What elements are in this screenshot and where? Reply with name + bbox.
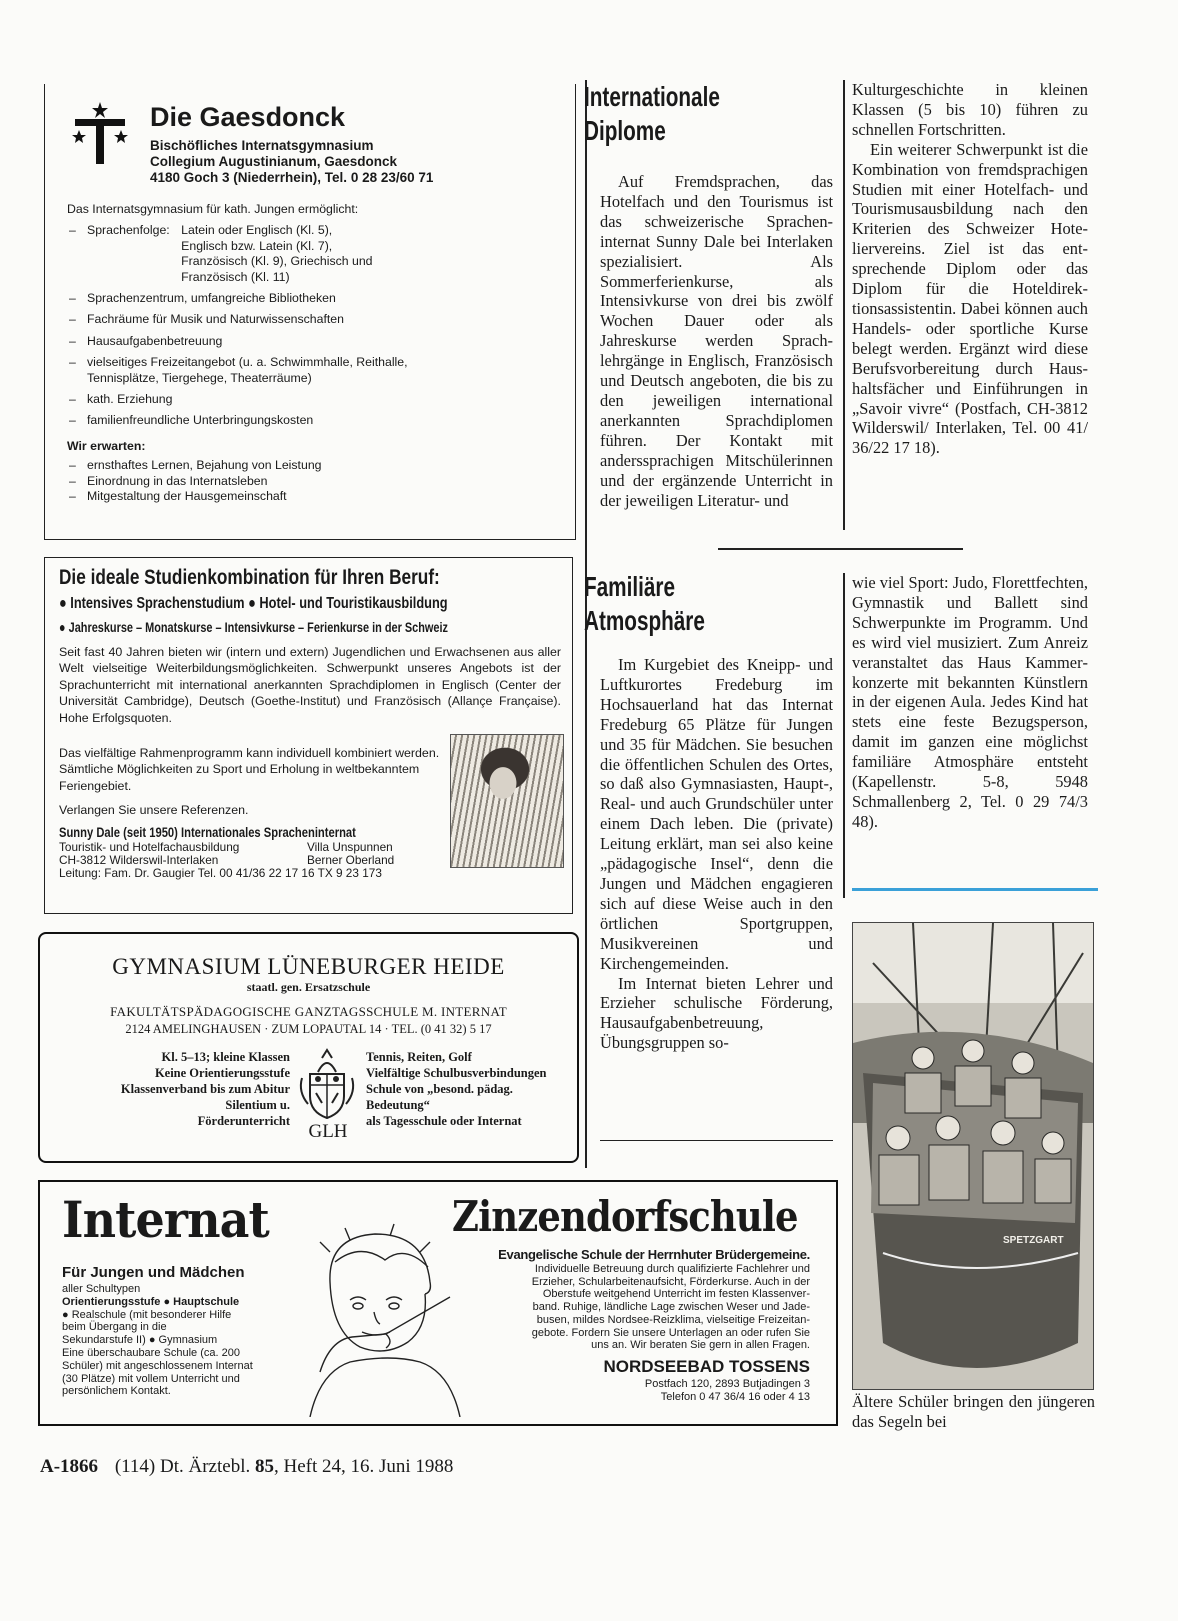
volume-number: 85 [254,1456,274,1477]
text-line: (30 Plätze) mit vollem Unterricht und [62,1372,240,1385]
text-line: Schüler) mit angeschlossenem Internat [62,1359,253,1372]
ad-gaesdonck [44,84,576,540]
ad-lueneburg [38,932,579,1163]
article-paragraph: Im Internat bieten Lehrer und Erzieher schulische Förderung, Hausaufgabenbetreuung, Übungsgruppen so- [600,973,833,1053]
language-line: Englisch bzw. Latein (Kl. 7), [181,238,333,253]
article-paragraph: Kulturgeschichte in kleinen Klassen (5 bis 10) führen zu schnellen Fortschritten. [852,80,1088,139]
list-item: – Hausaufgabenbetreuung [67,334,567,349]
sailing-photo-graphic [853,923,1093,1389]
ad-paragraph: Das vielfältige Rahmenprogramm kann individuell kombiniert werden. Sämtliche Möglichkeiten zu Sport und Erholung in weltbekanntem Feriengebiet. [59,746,440,793]
text-line: Eine überschaubare Schule (ca. 200 [62,1346,240,1359]
list-item: – Sprachenzentrum, umfangreiche Bibliotheken [67,291,567,306]
ad-address [59,841,454,881]
article-paragraph: Im Kurgebiet des Kneipp- und Luftkurortes Fredeburg im Hochsauerland hat das Internat Fredeburg 65 Plätze für Jungen und 35 für Mädchen. Sie besuchen die öffentlichen Schulen des Ortes, so daß also Gymnasiasten, Haupt-, Real- und auch Grundschüler unter einem Dach leben. Die (private) Leitung erklärt, man sei also keine „pädagogische Insel“, denn die Jungen und Mädchen engagieren sich auf diese Weise auch in den örtlichen Sportgruppen, Musikvereinen und Kirchengemeinden. [600,655,833,973]
ad-address [470,1378,810,1403]
page-footer [40,1456,453,1478]
heading-line: Familiäre [584,571,675,602]
sailing-photo [852,922,1094,1390]
address-line [59,854,454,867]
column-line: Förderunterricht [197,1114,290,1128]
ad-subheadline: ● Intensives Sprachenstudium ● Hotel- und Touristikausbildung [59,595,448,612]
subtitle-line: Collegium Augustinianum, Gaesdonck [150,154,398,169]
cross-stars-logo-icon [71,102,129,164]
heading-line: Diplome [584,115,666,146]
ad-line: FAKULTÄTSPÄDAGOGISCHE GANZTAGSSCHULE M. INTERNAT [110,1004,507,1019]
text-line: Sekundarstufe II) ● Gymnasium [62,1334,218,1347]
ad-wordmark: Internat [62,1190,269,1249]
list-item: – familienfreundliche Unterbringungskosten [67,413,567,428]
language-line: Latein oder Englisch (Kl. 5), [181,223,333,238]
list-item [67,223,567,285]
subtitle-line: Bischöfliches Internatsgymnasium [150,138,374,153]
ad-title: Die Gaesdonck [150,102,346,132]
article-column [852,573,1088,832]
coat-of-arms-icon [296,1048,358,1120]
address-right: Berner Oberland [307,853,395,868]
ad-paragraph: Verlangen Sie unsere Referenzen. [59,803,249,817]
article-heading [584,80,720,148]
list-item: – Mitgestaltung der Hausgemeinschaft [67,489,567,504]
list-item: – kath. Erziehung [67,392,567,407]
language-line: Französisch (Kl. 9), Griechisch und [181,254,373,269]
column-line: Vielfältige Schulbusverbindungen [366,1066,547,1080]
list-item-line: Tennisplätze, Tiergehege, Theaterräume) [87,370,312,385]
issue-date: , Heft 24, 16. Juni 1988 [273,1456,454,1477]
article-paragraph: Auf Fremdsprachen, das Hotelfach und den Tourismus ist das schweizerische Spracheninternat Sunny Dale bei Interlaken spezialisiert. Als Sommerferienkurse, als Intensivkurse von drei bis zwölf Wochen Dauer oder als Jahreskurse werden Sprachlehrgänge in Englisch, Französisch und Deutsch angeboten, die bis zu den jeweiligen international anerkannten Sprachdiplomen führen. Der Kontakt mit anderssprachigen Mitschülerinnen und der ergänzende Unterricht in der jeweiligen Literatur- und [600,172,833,510]
list-item-line: – vielseitiges Freizeitangebot (u. a. Schwimmhalle, Reithalle, [87,355,408,370]
column-line: Keine Orientierungsstufe [154,1066,290,1080]
ad-subtitle: staatl. gen. Ersatzschule [246,980,371,994]
heading-line: Internationale [584,81,720,112]
expect-heading: Wir erwarten: [67,438,146,453]
expectation-list [67,458,567,504]
ad-wordmark: Zinzendorfschule [452,1192,798,1241]
ad-title: GYMNASIUM LÜNEBURGER HEIDE [112,954,505,979]
ad-left-text [62,1283,292,1398]
school-monogram: GLH [308,1121,348,1142]
article-paragraph: wie viel Sport: Judo, Florettfechten, Gymnastik und Ballett sind Schwerpunkte im Programm. Und es wird viel musiziert. Zum Anreiz veranstaltet das Haus Kammerkonzerte mit bekannten Künstlern in der eigenen Aula. Jedes Kind hat stets eine feste Bezugsperson, damit im ganzen eine möglichst familiäre Atmosphäre entsteht (Kapellenstr. 5-8, 5948 Schmallenberg 2, Tel. 0 29 74/3 48). [852,573,1088,831]
text-line: gebote. Fordern Sie unsere Unterlagen an oder rufen Sie [531,1326,810,1339]
column-rule [843,573,845,898]
text-line: beim Übergang in die [62,1321,167,1334]
list-item [67,355,567,386]
address-line: Postfach 120, 2893 Butjadingen 3 [644,1378,810,1390]
column-line: Klassenverband bis zum Abitur [120,1082,290,1096]
accent-rule [852,888,1098,891]
ad-right-heading: Evangelische Schule der Herrnhuter Brüdergemeine. [498,1247,810,1262]
feature-list [67,223,567,428]
subtitle-line: 4180 Goch 3 (Niederrhein), Tel. 0 28 23/60 71 [150,170,434,185]
ad-body [67,202,567,505]
boat-name-label: SPETZGART [1003,1235,1064,1246]
page-number: A-1866 [40,1456,99,1477]
ad-left-column [62,1049,290,1129]
column-line: als Tagesschule oder Internat [366,1114,522,1128]
address-left: CH-3812 Wilderswil-Interlaken [59,853,219,868]
article-column [852,80,1088,458]
intro-text: Das Internatsgymnasium für kath. Jungen ermöglicht: [67,202,359,216]
text-line: persönlichem Kontakt. [62,1385,171,1398]
heading-line: Atmosphäre [584,605,705,636]
address-line: Leitung: Fam. Dr. Gaugier Tel. 00 41/36 22 17 16 TX 9 23 173 [59,866,382,881]
journal-reference: (114) Dt. Ärztebl. [114,1456,251,1477]
ad-paragraph: Seit fast 40 Jahren bieten wir (intern und extern) Jugendlichen und Erwachsenen aus aller Welt vielseitige Weiterbildungsmöglichkeiten. Schwerpunkt unseres Angebots ist der Sprachunterricht mit international anerkannten Sprachdiplomen in Englisch (Center der Universität Cambridge), Deutsch (Goethe-Institut) und Französisch (Allançe Française). Hohe Erfolgsquoten. [59,645,561,725]
section-divider [718,548,963,550]
photo-caption: Ältere Schüler bringen den jüngeren das Segeln bei [852,1392,1095,1431]
ad-subtitle [150,138,433,186]
text-line: ● Realschule (mit besonderer Hilfe [62,1308,232,1321]
language-line: Französisch (Kl. 11) [181,269,290,284]
languages-value [181,223,372,285]
list-item: – Fachräume für Musik und Naturwissenschaften [67,312,567,327]
text-line: Individuelle Betreuung durch qualifizierte Fachlehrer und [534,1263,810,1275]
ad-sunny-dale [44,557,573,914]
article-column [600,655,833,1053]
ad-zinzendorf [38,1180,838,1426]
column-line: Silentium u. [225,1098,290,1112]
address-line: Telefon 0 47 36/4 16 oder 4 13 [660,1390,810,1403]
ad-place: NORDSEEBAD TOSSENS [603,1357,810,1376]
list-item: – Einordnung in das Internatsleben [67,474,567,489]
ad-right-text [470,1263,810,1352]
languages-label: Sprachenfolge: [87,223,170,238]
column-line: Bedeutung“ [366,1098,430,1112]
text-line: Oberstufe weitgehend Unterricht im festen Klassenver- [542,1288,810,1301]
column-line: Tennis, Reiten, Golf [366,1050,472,1064]
text-line: aller Schultypen [62,1283,141,1295]
portrait-photo [450,734,564,868]
text-line: busen, mildes Nordsee-Reizklima, vielseitige Freizeitan- [536,1313,810,1326]
child-drawing-illustration [290,1222,475,1417]
text-line: Erzieher, Schularbeitenaufsicht, Förderkurse. Auch in der [531,1275,810,1288]
article-paragraph: Ein weiterer Schwerpunkt ist die Kombination von fremdsprachigen Studien mit einer Hotelfach- und Tourismusausbildung nach den Kriterien des Schweizer Hoteliervereins. Ziel ist das entsprechende Diplom oder das Diplom für die Hoteldirektionsassistentin. Dabei können auch Handels- oder sportliche Kurse belegt werden. Ergänzt wird diese Berufsvorbereitung durch Haushaltsfächer und Einführungen in „Savoir vivre“ (Postfach, CH-3812 Wilderswil/ Interlaken, Tel. 00 41/ 36/22 17 18). [852,139,1088,458]
column-rule [843,80,845,530]
ad-signature: Sunny Dale (seit 1950) Internationales Spracheninternat [59,824,356,840]
ad-headline: Die ideale Studienkombination für Ihren Beruf: [59,566,440,589]
column-line: Schule von „besond. pädag. [366,1082,513,1096]
column-line: Kl. 5–13; kleine Klassen [161,1050,290,1064]
article-column [600,172,833,510]
text-line: uns an. Wir beraten Sie gern in allen Fragen. [591,1339,810,1352]
list-item: – ernsthaftes Lernen, Bejahung von Leistung [67,458,567,473]
ad-left-heading: Für Jungen und Mädchen [62,1264,245,1281]
ad-subheadline: ● Jahreskurse – Monatskurse – Intensivkurse – Ferienkurse in der Schweiz [59,619,448,635]
ad-line: 2124 AMELINGHAUSEN · ZUM LOPAUTAL 14 · TEL. (0 41 32) 5 17 [125,1022,492,1036]
address-right: Villa Unspunnen [307,840,393,854]
column-end-rule [600,1140,833,1141]
address-left: Touristik- und Hotelfachausbildung [59,840,240,854]
article-heading [584,570,705,638]
ad-right-column [366,1049,576,1129]
text-line: band. Ruhige, ländliche Lage zwischen Weser und Jade- [532,1301,810,1314]
text-line: Orientierungsstufe ● Hauptschule [62,1295,240,1308]
